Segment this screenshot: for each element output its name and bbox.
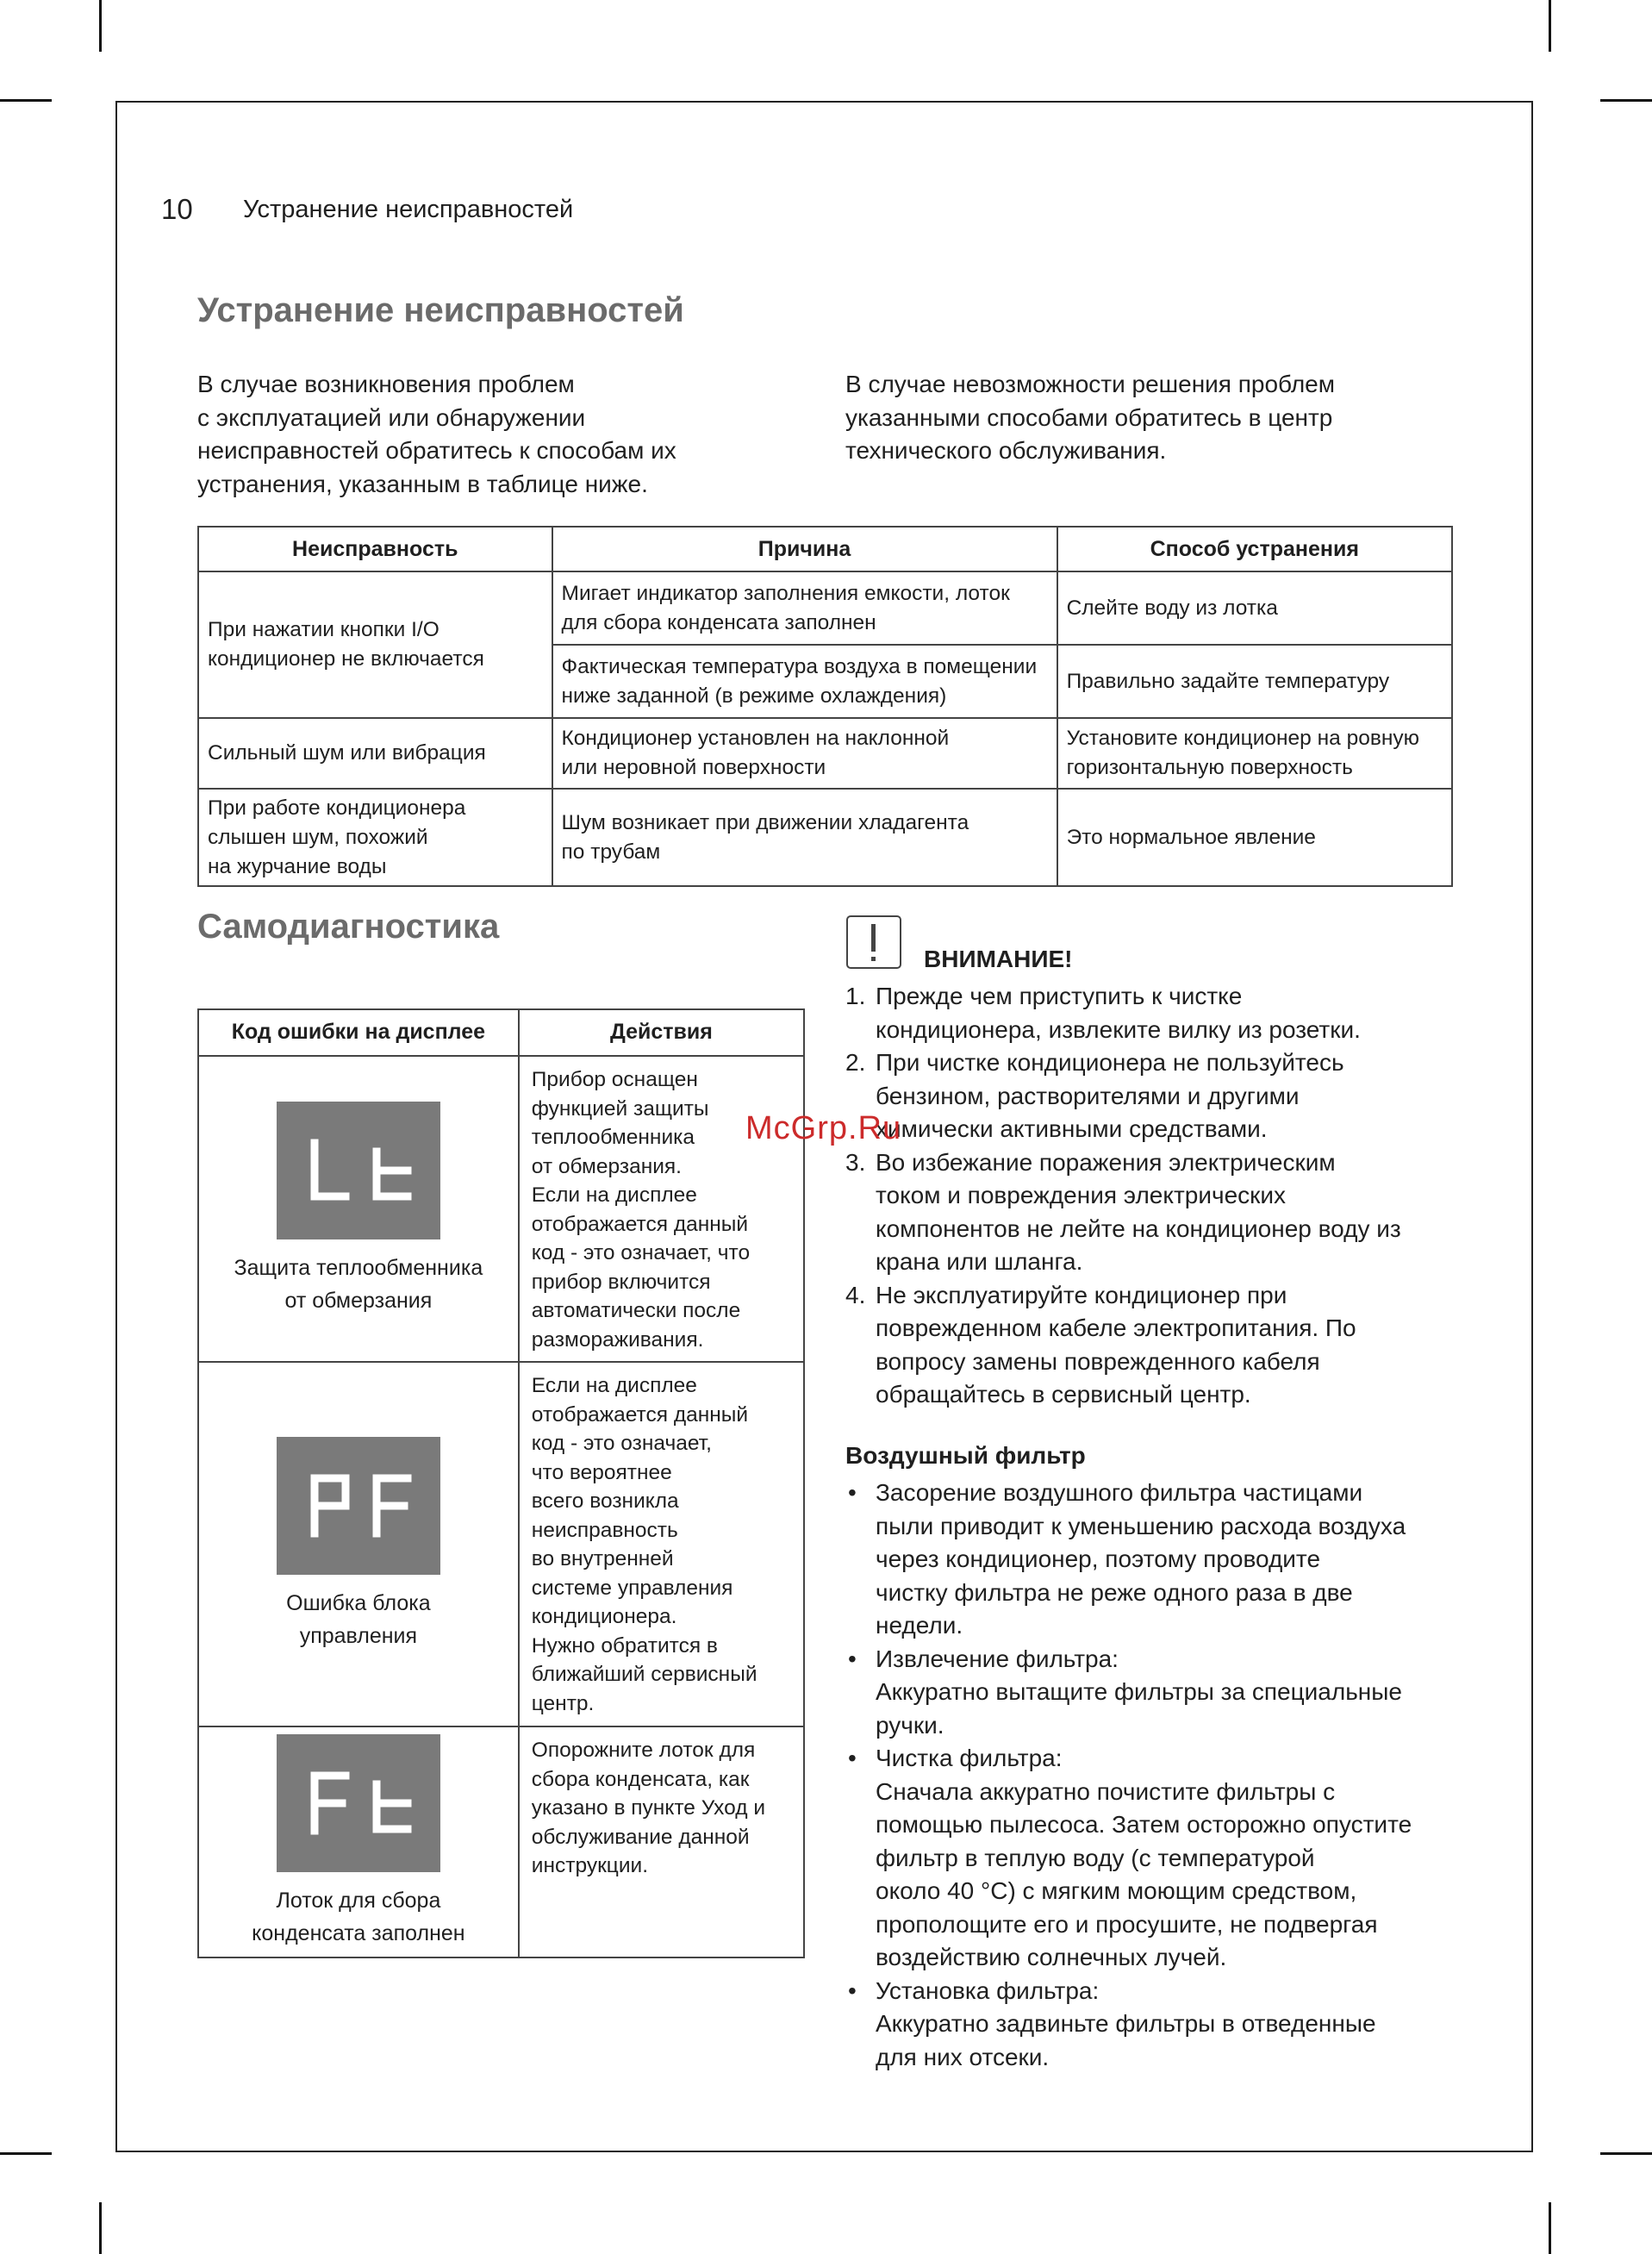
error-codes-table [197,1008,805,1958]
list-item: • Чистка фильтра: Сначала аккуратно почистите фильтры с помощью пылесоса. Затем осторожно опустите фильтр в теплую воду (с температурой около 40 °C) с мягким моющим средством, прополощите его и просушите, не подвергая воздействию солнечных лучей. [845,1742,1466,1975]
problem-cell: При работе кондиционера слышен шум, похожий на журчание воды [198,789,552,886]
cause-cell: Кондиционер установлен на наклонной или неровной поверхности [552,718,1057,789]
cause-cell: Мигает индикатор заполнения емкости, лоток для сбора конденсата заполнен [552,571,1057,645]
action-cell: Если на дисплее отображается данный код - это означает, что вероятнее всего возникла неисправность во внутренней системе управления кондиционера. Нужно обратится в ближайший сервисный центр. [519,1362,804,1726]
crop-mark [0,99,52,102]
bullet-icon: • [848,1479,857,1506]
air-filter-list [845,1477,1466,2074]
cause-cell: Фактическая температура воздуха в помещении ниже заданной (в режиме охлаждения) [552,645,1057,718]
error-code-cell: Ошибка блока управления [198,1362,519,1726]
warning-list [845,980,1466,1412]
fix-cell: Установите кондиционер на ровную горизонтальную поверхность [1057,718,1452,789]
table-header: Способ устранения [1057,527,1452,571]
fix-cell: Слейте воду из лотка [1057,571,1452,645]
crop-mark [1549,2202,1551,2254]
air-filter-title: Воздушный фильтр [845,1442,1086,1469]
list-item: 3. Во избежание поражения электрическим током и повреждения электрических компонентов не лейте на кондиционер воду из крана или шланга. [845,1148,1401,1275]
bullet-icon: • [848,1645,857,1672]
list-item: • Засорение воздушного фильтра частицами пыли приводит к уменьшению расхода воздуха через кондиционер, поэтому проводите чистку фильтра не реже одного раза в две недели. [845,1477,1466,1643]
problem-cell: Сильный шум или вибрация [198,718,552,789]
action-cell: Опорожните лоток для сбора конденсата, как указано в пункте Уход и обслуживание данной инструкции. [519,1726,804,1957]
selfdiag-heading: Самодиагностика [197,908,500,946]
list-item: • Извлечение фильтра: Аккуратно вытащите фильтры за специальные ручки. [845,1643,1466,1743]
error-code-cell: Лоток для сбора конденсата заполнен [198,1726,519,1957]
running-title: Устранение неисправностей [243,196,574,223]
crop-mark [1549,0,1551,52]
warning-title: ВНИМАНИЕ! [924,946,1073,972]
action-cell: Прибор оснащен функцией защиты теплообменника от обмерзания. Если на дисплее отображается данный код - это означает, что прибор включится автоматически после размораживания. [519,1056,804,1362]
crop-mark [1600,99,1652,102]
intro-right: В случае невозможности решения проблем указанными способами обратитесь в центр технического обслуживания. [845,371,1335,464]
lcd-digits-icon [302,1471,415,1540]
bullet-icon: • [848,1976,857,2004]
list-item: 2. При чистке кондиционера не пользуйтесь бензином, растворителями и другими химически активными средствами. [845,1049,1344,1142]
bullet-icon: • [848,1745,857,1771]
table-header: Неисправность [198,527,552,571]
crop-mark [99,2202,102,2254]
crop-mark [99,0,102,52]
warning-icon [846,915,901,969]
display-code-pf [277,1437,440,1575]
fix-cell: Это нормальное явление [1057,789,1452,886]
list-item: 4. Не эксплуатируйте кондиционер при поврежденном кабеле электропитания. По вопросу замены поврежденного кабеля обращайтесь в сервисный центр. [845,1281,1356,1408]
problem-cell: При нажатии кнопки I/O кондиционер не включается [198,571,552,718]
table-header: Действия [519,1009,804,1056]
fix-cell: Правильно задайте температуру [1057,645,1452,718]
display-code-ft [277,1734,440,1872]
display-code-lt [277,1102,440,1239]
cause-cell: Шум возникает при движении хладагента по трубам [552,789,1057,886]
table-header: Код ошибки на дисплее [198,1009,519,1056]
lcd-digits-icon [302,1769,415,1838]
crop-mark [1600,2152,1652,2155]
page-number: 10 [161,193,193,225]
lcd-digits-icon [302,1136,415,1205]
watermark: McGrp.Ru [745,1110,902,1146]
error-code-cell: Защита теплообменника от обмерзания [198,1056,519,1362]
intro-left: В случае возникновения проблем с эксплуатацией или обнаружении неисправностей обратитесь к способам их устранения, указанным в таблице ниже. [197,371,676,497]
list-item: 1. Прежде чем приступить к чистке кондиционера, извлеките вилку из розетки. [845,983,1361,1043]
list-item: • Установка фильтра: Аккуратно задвиньте фильтры в отведенные для них отсеки. [845,1975,1466,2075]
troubleshooting-heading: Устранение неисправностей [197,291,684,329]
table-header: Причина [552,527,1057,571]
crop-mark [0,2152,52,2155]
troubleshooting-table [197,526,1453,887]
